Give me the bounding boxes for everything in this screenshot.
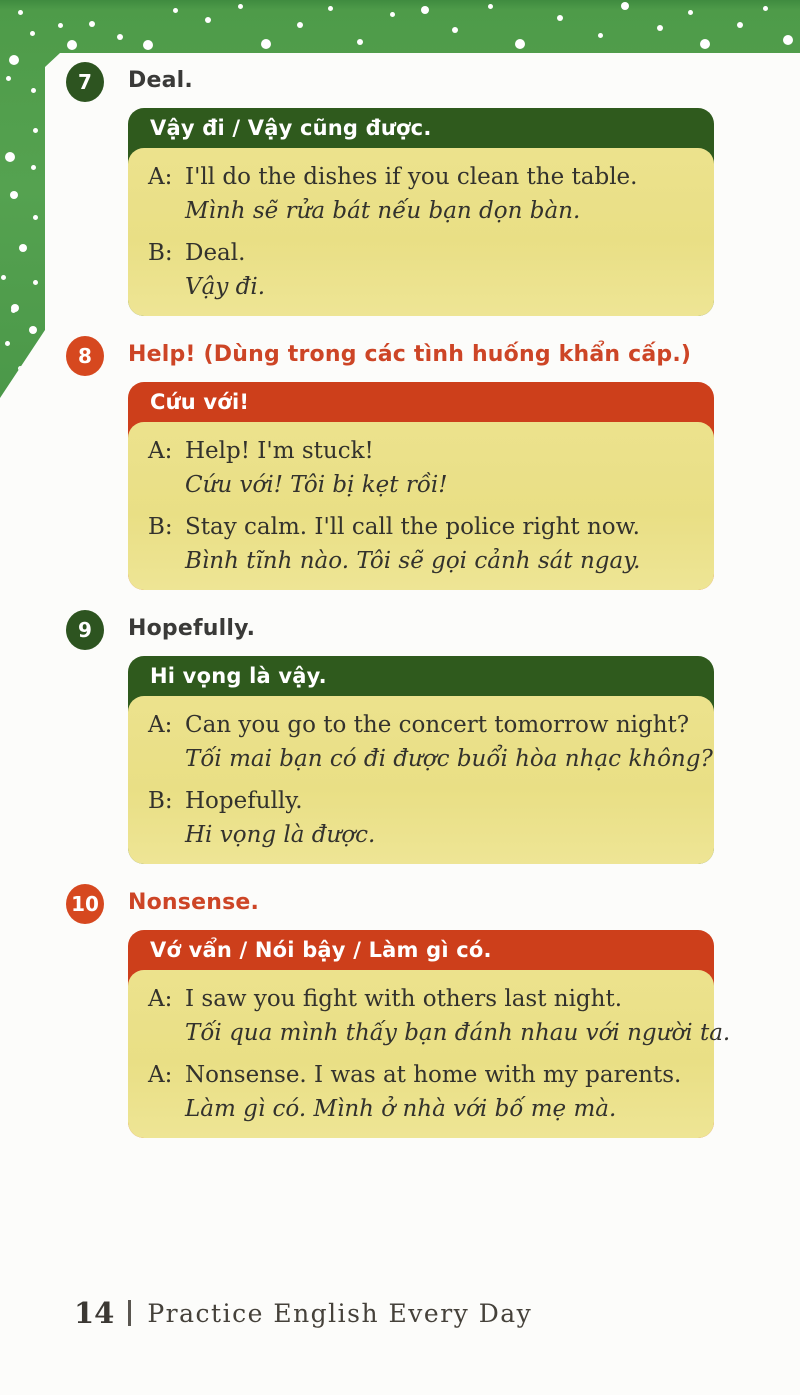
vietnamese-translation-line: Cứu với! Tôi bị kẹt rồi! [185,472,448,498]
snow-dot [33,215,38,220]
card-body [128,422,714,590]
dialogue-turn [148,236,694,304]
section-number-badge: 7 [66,62,104,102]
phrase-card [128,108,714,316]
snow-dot [58,23,63,28]
vietnamese-translation-line: Hi vọng là được. [185,822,376,848]
section-title: Nonsense. [128,890,260,915]
dialogue-turn [148,1058,694,1126]
speaker-label: A: [148,712,173,738]
snow-dot [29,326,37,334]
english-line: Hopefully. [185,788,303,814]
dialogue-turn [148,982,731,1050]
footer-divider [128,1300,131,1326]
section-number-badge: 10 [66,884,104,924]
dialogue-turn [148,784,694,852]
vietnamese-translation-line: Tối qua mình thấy bạn đánh nhau với người ta. [185,1020,731,1046]
speaker-label: A: [148,438,173,464]
vietnamese-translation-line: Mình sẽ rửa bát nếu bạn dọn bàn. [185,198,581,224]
section-title: Help! (Dùng trong các tình huống khẩn cấp.) [128,342,692,367]
section-head [78,614,714,644]
snow-dot [5,152,15,162]
section-head [71,888,714,918]
speaker-label: B: [148,240,173,266]
card-header-label: Vậy đi / Vậy cũng được. [150,116,432,140]
snow-dot [18,366,23,371]
snow-dot [5,341,10,346]
english-line: Stay calm. I'll call the police right now. [185,514,640,540]
vietnamese-translation-line: Vậy đi. [185,274,266,300]
speaker-label: B: [148,514,173,540]
card-header [128,930,714,970]
card-body [128,148,714,316]
vietnamese-translation-line: Bình tĩnh nào. Tôi sẽ gọi cảnh sát ngay. [185,548,641,574]
snow-dot [763,6,768,11]
phrase-card [128,656,714,864]
snow-dot [11,308,16,313]
snow-dot [89,21,95,27]
card-header [128,656,714,696]
snow-dot [737,22,743,28]
phrase-section [78,614,714,864]
speaker-label: A: [148,986,173,1012]
snow-dot [33,280,38,285]
dialogue-turn [148,160,694,228]
snow-dot [33,128,38,133]
phrase-card [128,930,731,1138]
snow-dot [30,31,35,36]
section-number-badge: 9 [66,610,104,650]
snow-dot [6,76,11,81]
snow-dot [31,88,36,93]
section-title: Deal. [128,68,193,93]
english-line: Can you go to the concert tomorrow night? [185,712,690,738]
card-header-label: Hi vọng là vậy. [150,664,327,688]
snow-dot [9,55,19,65]
snow-dot [18,10,23,15]
snow-dot [67,40,77,50]
phrase-section [71,888,731,1138]
speaker-label: A: [148,1062,173,1088]
card-header [128,108,714,148]
speaker-label: B: [148,788,173,814]
snow-dot [19,244,27,252]
phrase-card [128,382,714,590]
english-line: Nonsense. I was at home with my parents. [185,1062,682,1088]
card-body [128,970,731,1138]
snow-dot [117,34,123,40]
book-title: Practice English Every Day [147,1298,533,1328]
dialogue-turn [148,434,694,502]
phrase-section [78,340,714,590]
card-header [128,382,714,422]
english-line: I'll do the dishes if you clean the table. [185,164,638,190]
page-number: 14 [74,1296,115,1330]
snow-dot [1,275,6,280]
english-line: Help! I'm stuck! [185,438,374,464]
card-header-label: Cứu với! [150,390,250,414]
page-footer [74,1296,532,1330]
section-number-badge: 8 [66,336,104,376]
snow-dot [10,191,18,199]
dialogue-turn [148,510,694,578]
speaker-label: A: [148,164,173,190]
section-head [78,340,714,370]
card-header-label: Vớ vẩn / Nói bậy / Làm gì có. [150,938,492,962]
phrase-section [78,66,714,316]
vietnamese-translation-line: Tối mai bạn có đi được buổi hòa nhạc không? [185,746,713,772]
section-head [78,66,714,96]
english-line: I saw you fight with others last night. [185,986,623,1012]
snow-dot [783,35,793,45]
page-content [71,0,731,1162]
english-line: Deal. [185,240,246,266]
section-title: Hopefully. [128,616,256,641]
card-body [128,696,714,864]
vietnamese-translation-line: Làm gì có. Mình ở nhà với bố mẹ mà. [185,1096,617,1122]
dialogue-turn [148,708,713,776]
snow-dot [31,165,36,170]
